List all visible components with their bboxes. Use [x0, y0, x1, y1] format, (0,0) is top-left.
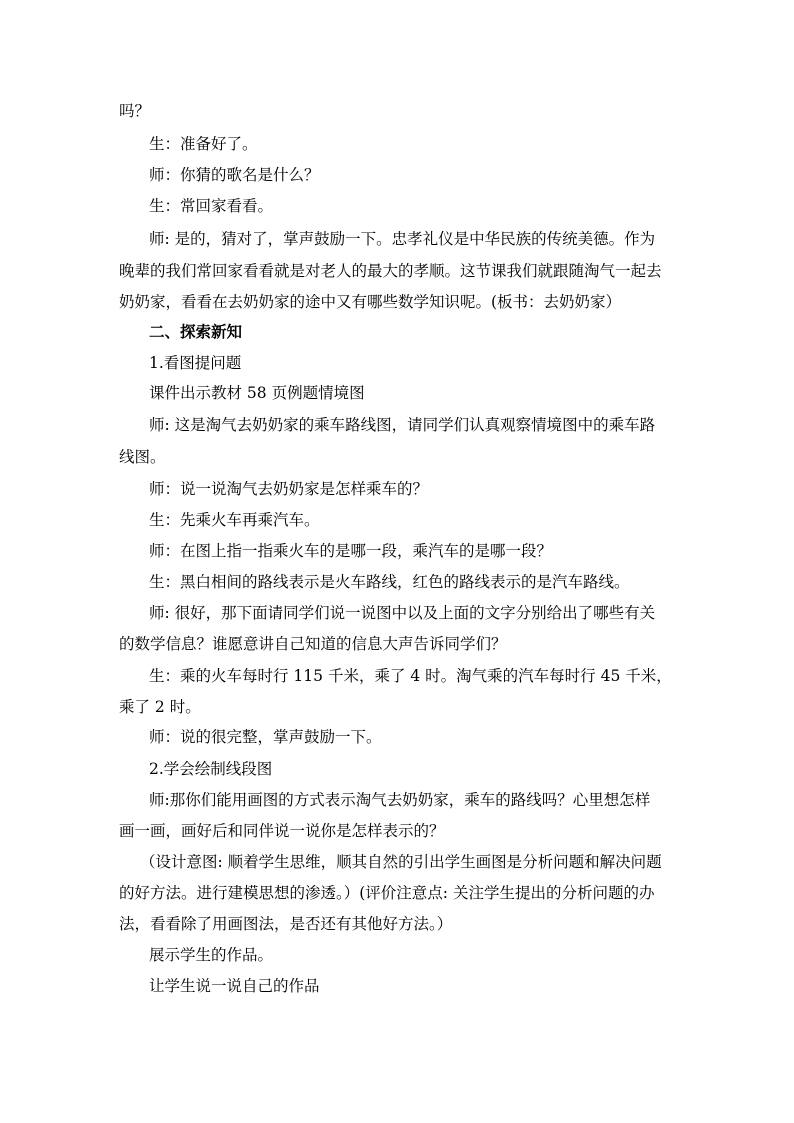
- text-line: 乘了 2 时。: [119, 698, 201, 716]
- text-line: 师：说一说淘气去奶奶家是怎样乘车的？: [149, 480, 429, 498]
- text-line: 师:那你们能用画图的方式表示淘气去奶奶家，乘车的路线吗？心里想怎样: [149, 791, 651, 809]
- text-line: 师: 这是淘气去奶奶家的乘车路线图，请同学们认真观察情境图中的乘车路: [149, 416, 656, 434]
- text-line: 课件出示教材 58 页例题情境图: [149, 384, 365, 402]
- text-line: 线图。: [119, 448, 166, 466]
- text-line: 生：常回家看看。: [149, 197, 274, 215]
- text-line: 师: 很好，那下面请同学们说一说图中以及上面的文字分别给出了哪些有关: [149, 604, 656, 622]
- section-heading: 2.学会绘制线段图: [149, 760, 273, 778]
- text-line: 法，看看除了用画图法，是否还有其他好方法。）: [119, 915, 453, 933]
- text-line: 师：说的很完整，掌声鼓励一下。: [149, 728, 382, 746]
- text-line: 让学生说一说自己的作品: [149, 977, 320, 995]
- text-line: 晚辈的我们常回家看看就是对老人的最大的孝顺。这节课我们就跟随淘气一起去: [119, 262, 662, 280]
- text-line: 师：你猜的歌名是什么？: [149, 166, 320, 184]
- text-line: 师: 是的，猜对了，掌声鼓励一下。忠孝礼仪是中华民族的传统美德。作为: [149, 230, 656, 248]
- text-line: 奶奶家，看看在去奶奶家的途中又有哪些数学知识呢。(板书：去奶奶家）: [119, 293, 622, 311]
- section-heading: 二、探索新知: [149, 322, 243, 341]
- text-line: 展示学生的作品。: [149, 946, 274, 964]
- text-line: 吗？: [119, 102, 151, 120]
- text-line: 的数学信息？谁愿意讲自己知道的信息大声告诉同学们？: [119, 635, 507, 653]
- text-line: 生：准备好了。: [149, 135, 258, 153]
- text-line: （设计意图: 顺着学生思维，顺其自然的引出学生画图是分析问题和解决问题: [140, 853, 662, 871]
- text-line: 的好方法。进行建模思想的渗透。）(评价注意点: 关注学生提出的分析问题的办: [119, 884, 655, 902]
- text-line: 生：黑白相间的路线表示是火车路线，红色的路线表示的是汽车路线。: [149, 573, 630, 591]
- text-line: 1.看图提问题: [149, 354, 242, 372]
- text-line: 生：先乘火车再乘汽车。: [149, 511, 320, 529]
- text-line: 画一画，画好后和同伴说一说你是怎样表示的？: [119, 822, 445, 840]
- text-line: 师：在图上指一指乘火车的是哪一段，乘汽车的是哪一段？: [149, 542, 553, 560]
- text-line: 生：乘的火车每时行 115 千米，乘了 4 时。淘气乘的汽车每时行 45 千米，: [149, 667, 672, 685]
